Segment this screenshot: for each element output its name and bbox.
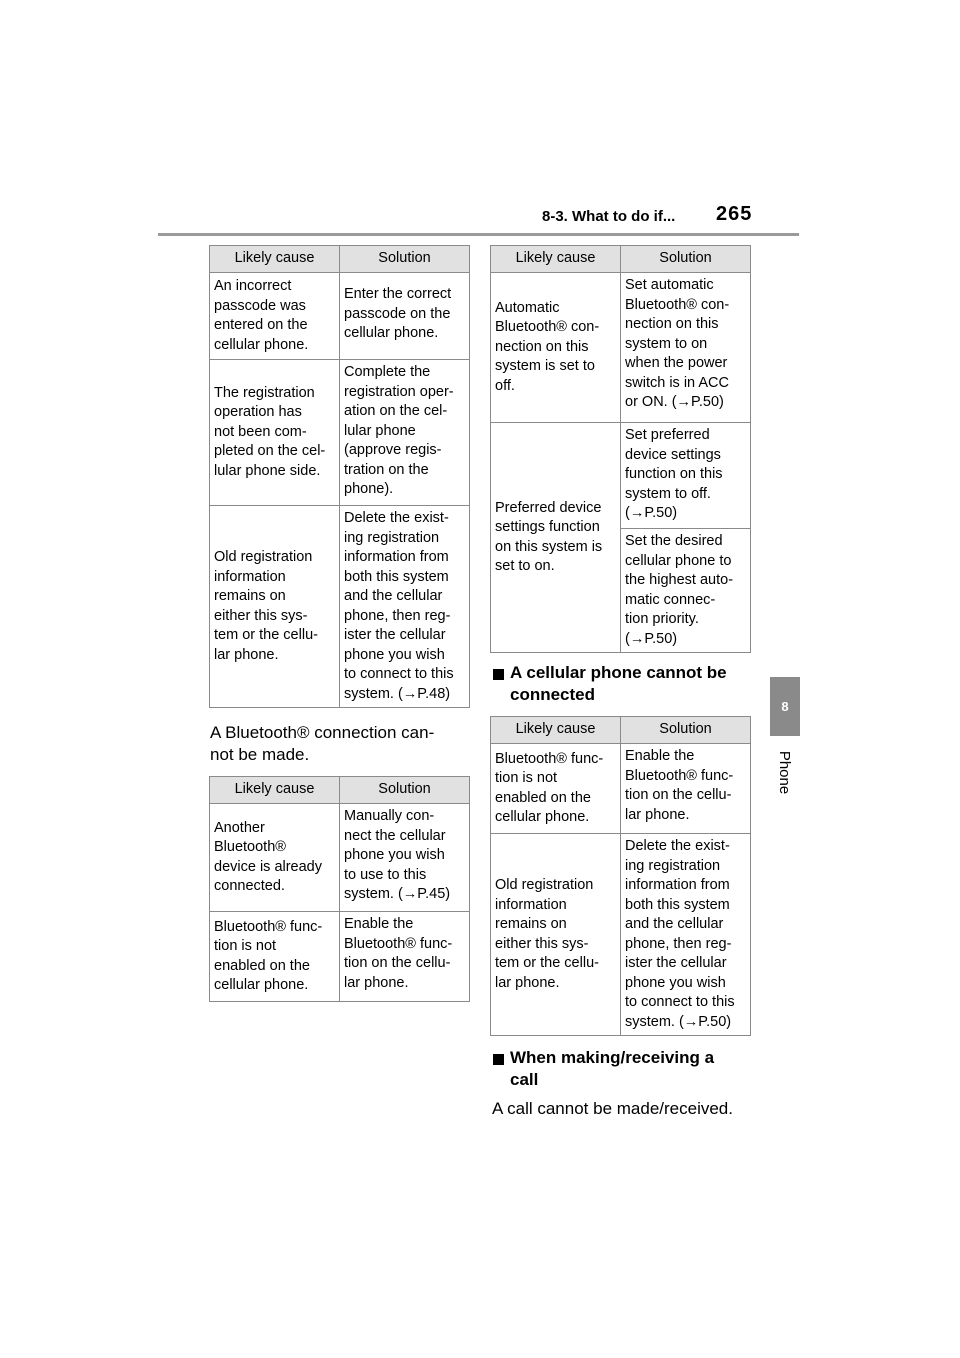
header-solution: Solution [340, 777, 470, 804]
solution-cell: Complete the registration oper- ation on the cel- lular phone (approve regis- tration on the phone). [340, 360, 470, 506]
header-likely-cause: Likely cause [491, 246, 621, 273]
chapter-label-container [762, 742, 808, 802]
solution-cell: Delete the exist- ing registration information from both this system and the cellular phone, then reg- ister the cellular phone you wish to connect to this system. (→P.48) [340, 506, 470, 708]
table-header-row [210, 777, 470, 804]
paragraph-call-cannot-be-made: A call cannot be made/received. [492, 1099, 733, 1118]
cause-cell: Old registration information remains on either this sys- tem or the cellu- lar phone. [491, 834, 621, 1036]
table-row [210, 273, 470, 360]
heading-making-receiving-call: When making/receiving a call [493, 1047, 763, 1091]
table-row [491, 834, 751, 1036]
header-likely-cause: Likely cause [491, 717, 621, 744]
solution-cell: Delete the exist- ing registration information from both this system and the cellular phone, then reg- ister the cellular phone you wish to connect to this system. (→P.50) [621, 834, 751, 1036]
cause-cell: Bluetooth® func- tion is not enabled on the cellular phone. [491, 744, 621, 834]
table-row [210, 912, 470, 1002]
header-solution: Solution [621, 717, 751, 744]
table-row [491, 273, 751, 423]
header-solution: Solution [621, 246, 751, 273]
chapter-label: Phone [776, 750, 794, 794]
solution-cell: Set preferred device settings function on this system to off. (→P.50) [621, 423, 751, 529]
solution-cell: Manually con- nect the cellular phone you wish to use to this system. (→P.45) [340, 804, 470, 912]
cause-cell: Automatic Bluetooth® con- nection on this system is set to off. [491, 273, 621, 423]
section-title: 8-3. What to do if... [542, 208, 676, 225]
header-solution: Solution [340, 246, 470, 273]
table-header-row [491, 246, 751, 273]
table-bluetooth-connection [209, 776, 470, 1002]
header-divider [158, 233, 799, 236]
square-bullet-icon [493, 669, 504, 680]
table-automatic-connection [490, 245, 751, 653]
table-row [210, 506, 470, 708]
header-likely-cause: Likely cause [210, 246, 340, 273]
cause-cell: Old registration information remains on either this sys- tem or the cellu- lar phone. [210, 506, 340, 708]
paragraph-bluetooth-connection: A Bluetooth® connection can- not be made. [210, 723, 435, 764]
cause-cell: The registration operation has not been com- pleted on the cel- lular phone side. [210, 360, 340, 506]
table-header-row [491, 717, 751, 744]
header-likely-cause: Likely cause [210, 777, 340, 804]
table-row [210, 360, 470, 506]
table-cannot-connect [490, 716, 751, 1036]
solution-cell: Set the desired cellular phone to the highest auto- matic connec- tion priority. (→P.50) [621, 529, 751, 653]
cause-cell: An incorrect passcode was entered on the cellular phone. [210, 273, 340, 360]
solution-cell: Enable the Bluetooth® func- tion on the cellu- lar phone. [621, 744, 751, 834]
solution-cell: Enter the correct passcode on the cellular phone. [340, 273, 470, 360]
table-registration-issues [209, 245, 470, 708]
table-row [491, 744, 751, 834]
table-row [210, 804, 470, 912]
table-header-row [210, 246, 470, 273]
cause-cell: Preferred device settings function on this system is set to on. [491, 423, 621, 653]
cause-cell: Another Bluetooth® device is already connected. [210, 804, 340, 912]
cause-cell: Bluetooth® func- tion is not enabled on the cellular phone. [210, 912, 340, 1002]
chapter-number: 8 [781, 699, 789, 714]
solution-cell: Enable the Bluetooth® func- tion on the cellu- lar phone. [340, 912, 470, 1002]
heading-cannot-connect: A cellular phone cannot be connected [493, 662, 763, 706]
solution-cell: Set automatic Bluetooth® con- nection on this system to on when the power switch is in ACC or ON. (→P.50) [621, 273, 751, 423]
table-row [491, 423, 751, 529]
page-number: 265 [716, 203, 753, 225]
square-bullet-icon [493, 1054, 504, 1065]
chapter-tab [770, 677, 800, 736]
